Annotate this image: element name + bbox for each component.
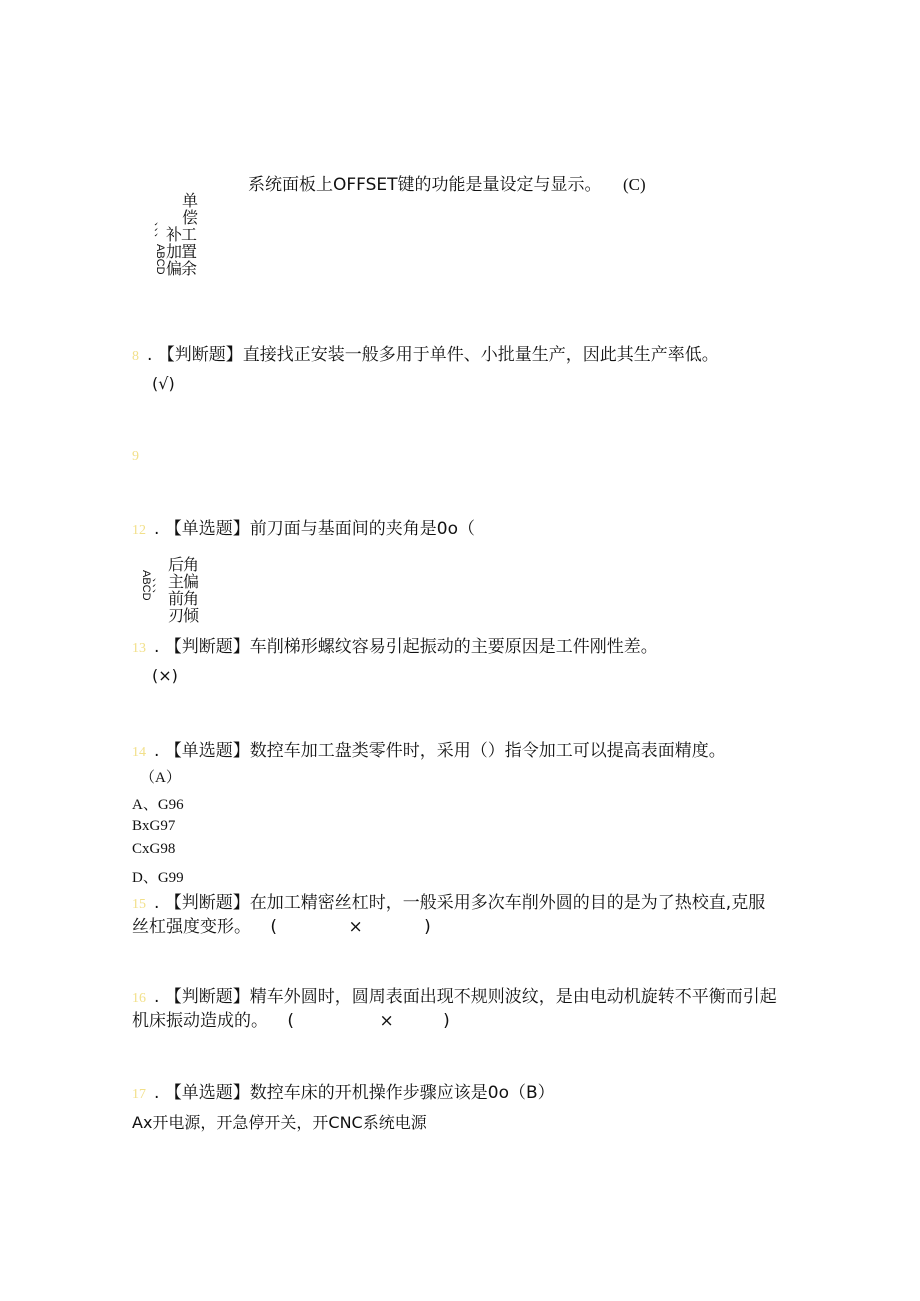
q7-stem-row: [248, 174, 646, 196]
q7-garbled-line: 偏余: [166, 259, 197, 278]
q14-option-c: CxG98: [132, 841, 176, 857]
q15-close: ): [424, 917, 431, 937]
q13-text: . 【判断题】车削梯形螺纹容易引起振动的主要原因是工件刚性差。: [154, 637, 658, 657]
q8-number: 8: [132, 349, 139, 364]
q9-row: [132, 444, 147, 468]
q12-garbled-letters: ABCD: [140, 570, 152, 601]
q12-garbled-line: 后角: [168, 555, 199, 574]
q14-option-b: BxG97: [132, 818, 176, 834]
q14-answer: （A）: [140, 770, 181, 786]
q15-line1: . 【判断题】在加工精密丝杠时，一般采用多次车削外圆的目的是为了热校直,克服: [154, 893, 766, 913]
q16-line1: . 【判断题】精车外圆时，圆周表面出现不规则波纹，是由电动机旋转不平衡而引起: [154, 987, 777, 1007]
q17-text: . 【单选题】数控车床的开机操作步骤应该是0o（B）: [154, 1083, 555, 1103]
q12-garbled-line: 主偏: [168, 572, 199, 591]
q14-option-d: D、G99: [132, 870, 184, 886]
q7-garbled-options: [150, 192, 210, 284]
q7-stem: 系统面板上OFFSET键的功能是量设定与显示。: [248, 175, 602, 195]
q7-garbled-marks: 、、、: [153, 222, 165, 244]
q14-row: [132, 740, 726, 764]
q16-number: 16: [132, 991, 146, 1006]
q7-garbled-line: 加置: [166, 242, 197, 261]
q15-row: [132, 892, 765, 916]
q7-garbled-line: 单: [182, 191, 198, 210]
q13-row: [132, 636, 658, 660]
q16-row2: [132, 1010, 450, 1032]
q8-answer: (√): [152, 374, 175, 393]
q12-garbled-marks: 、、、: [151, 578, 163, 600]
q7-garbled-letters: ABCD: [154, 244, 166, 275]
q14-text: . 【单选题】数控车加工盘类零件时，采用（）指令加工可以提高表面精度。: [154, 741, 726, 761]
q7-answer: (C): [622, 175, 646, 194]
q7-garbled-line: 补工: [166, 225, 197, 244]
q16-line2: 机床振动造成的。: [132, 1011, 268, 1031]
q15-number: 15: [132, 897, 146, 912]
q9-number: 9: [132, 449, 139, 464]
q15-line2: 丝杠强度变形。: [132, 917, 251, 937]
q16-open: (: [287, 1011, 295, 1031]
q16-row: [132, 986, 777, 1010]
q15-row2: [132, 916, 431, 938]
q16-close: ): [443, 1011, 450, 1031]
q12-garbled-line: 前角: [168, 589, 199, 608]
q14-number: 14: [132, 745, 146, 760]
q14-option-a: A、G96: [132, 797, 184, 813]
q17-option-a: Ax开电源，开急停开关，开CNC系统电源: [132, 1113, 427, 1132]
q17-row: [132, 1082, 555, 1106]
q17-number: 17: [132, 1087, 146, 1102]
q12-garbled-options: [136, 556, 216, 628]
q12-number: 12: [132, 523, 146, 538]
q12-garbled-line: 刃倾: [168, 606, 199, 625]
q8-text: . 【判断题】直接找正安装一般多用于单件、小批量生产，因此其生产率低。: [147, 345, 719, 365]
q13-number: 13: [132, 641, 146, 656]
q8-row: [132, 344, 719, 368]
q12-text: . 【单选题】前刀面与基面间的夹角是0o（: [154, 519, 476, 539]
q16-mark: ×: [379, 1011, 394, 1031]
q12-row: [132, 518, 475, 542]
q15-open: (: [270, 917, 278, 937]
q7-garbled-line: 偿: [182, 208, 198, 227]
q15-mark: ×: [348, 917, 363, 937]
q13-answer: (×): [152, 666, 178, 685]
